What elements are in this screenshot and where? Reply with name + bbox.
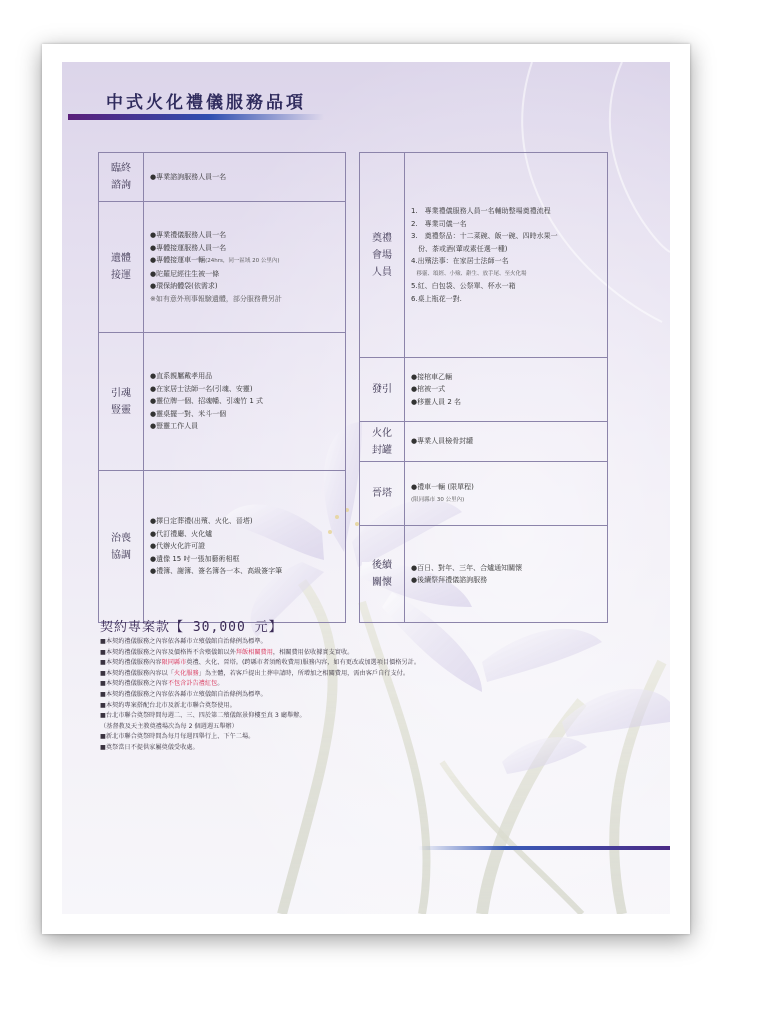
contract-term: ■本契約禮儀服務內容以「火化服務」為主體，若客戶提出土葬申請時，所增加之相關費用，需由客戶自行支付。 bbox=[100, 669, 410, 677]
service-table-left bbox=[98, 152, 346, 623]
contract-term: ■本契約禮儀服務之內容不包含訃告禮紅包。 bbox=[100, 680, 224, 688]
contract-term: ■奠祭當日不提供家屬奠儀受收處。 bbox=[100, 743, 199, 751]
table-row bbox=[99, 333, 346, 471]
contract-price: 30,000 元 bbox=[184, 620, 269, 635]
row-content: ●禮車一輛 (限單程) (限同縣市 30 公里內) bbox=[405, 462, 608, 526]
contract-term: ■本契約禮儀服務之內容及價格皆不含殯儀館以外拜飯相關費用，相關費用依收據實支實收。 bbox=[100, 648, 354, 656]
row-content: 1. 專業禮儀服務人員一名輔助整場奠禮流程 2. 專業司儀一名 3. 奠禮祭品：十二菜碗、飯一碗、四時水果一 份、茶或酒(葷或素任選一種) 4.出殯法事：在家居士法師一名 移靈、頌經、小殮、辭生、放手尾、至火化場 5.紅、白包袋、公祭單、杯水一箱 6.桌上瓶花一對. bbox=[405, 153, 608, 358]
row-header: 後續 關懷 bbox=[360, 526, 405, 623]
row-content: ●專業諮詢服務人員一名 bbox=[144, 153, 346, 202]
row-content: ●百日、對年、三年、合爐通知關懷 ●後續祭拜禮儀諮詢服務 bbox=[405, 526, 608, 623]
contract-term: ■本契約專案搭配台北市及新北市聯合奠祭使用。 bbox=[100, 701, 236, 709]
table-row bbox=[360, 153, 608, 358]
page-title: 中式火化禮儀服務品項 bbox=[106, 93, 306, 113]
contract-term: （基督教及天主教奠禮場次為每 2 個週週五舉辦） bbox=[100, 722, 238, 730]
row-header: 治喪 協調 bbox=[99, 471, 144, 623]
table-row bbox=[99, 202, 346, 333]
title-underline-bar bbox=[68, 114, 324, 120]
table-row bbox=[360, 422, 608, 462]
row-header: 火化 封罐 bbox=[360, 422, 405, 462]
row-header: 臨終 諮詢 bbox=[99, 153, 144, 202]
service-table-right bbox=[359, 152, 608, 623]
bottom-accent-bar bbox=[418, 846, 670, 850]
row-content: ●擇日定葬禮(出殯、火化、晉塔) ●代訂禮廳、火化爐 ●代辦火化許可證 ●遺像 15 吋一張加藝術相框 ●禮簿、謝簿、簽名簿各一本、高級簽字筆 bbox=[144, 471, 346, 623]
row-header: 遺體 接運 bbox=[99, 202, 144, 333]
row-content: ●專業禮儀服務人員一名 ●專體接運服務人員一名 ●專體接運車一輛(24hrs，同一區域 20 公里內) ●陀羅尼經往生被一條 ●環保納體袋(依需求) ※如有意外刑事報驗遺體，部分服務費另計 bbox=[144, 202, 346, 333]
table-row bbox=[99, 471, 346, 623]
row-header: 引魂 豎靈 bbox=[99, 333, 144, 471]
row-header: 奠禮 會場 人員 bbox=[360, 153, 405, 358]
table-row bbox=[360, 462, 608, 526]
contract-term: ■台北市聯合奠祭時間每週二、三、四於第二殯儀館景仰樓至真 3 廳舉辦。 bbox=[100, 712, 306, 720]
row-content: ●直系親屬戴孝用品 ●在家居士法師一名(引魂、安靈) ●靈位牌一個、招魂幡、引魂竹 1 式 ●靈桌擺一對、米斗一個 ●豎靈工作人員 bbox=[144, 333, 346, 471]
table-row bbox=[360, 358, 608, 422]
contract-term: ■本契約禮儀服務之內容依各縣市立殯儀館自治條例為標準。 bbox=[100, 690, 267, 698]
contract-term: ■新北市聯合奠祭時間為每月每週四舉行上、下午二場。 bbox=[100, 733, 255, 741]
contract-title: 契約專案款【 30,000 元】 bbox=[100, 620, 283, 635]
contract-terms-list bbox=[100, 637, 580, 754]
row-header: 晉塔 bbox=[360, 462, 405, 526]
row-content: ●接棺車乙輛 ●棺被一式 ●移靈人員 2 名 bbox=[405, 358, 608, 422]
contract-term: ■本契約禮儀服務之內容依各縣市立殯儀館自治條例為標準。 bbox=[100, 638, 267, 645]
table-row bbox=[99, 153, 346, 202]
row-header: 發引 bbox=[360, 358, 405, 422]
row-content: ●專業人員檢骨封罐 bbox=[405, 422, 608, 462]
brochure-artwork bbox=[62, 62, 670, 914]
table-row bbox=[360, 526, 608, 623]
contract-term: ■本契約禮儀服務內容限同縣市奠禮、火化、晉塔。(跨縣市者須酌收費用)服務內容，如有更改或加選項目價格另計。 bbox=[100, 659, 421, 667]
contract-section bbox=[100, 616, 580, 754]
